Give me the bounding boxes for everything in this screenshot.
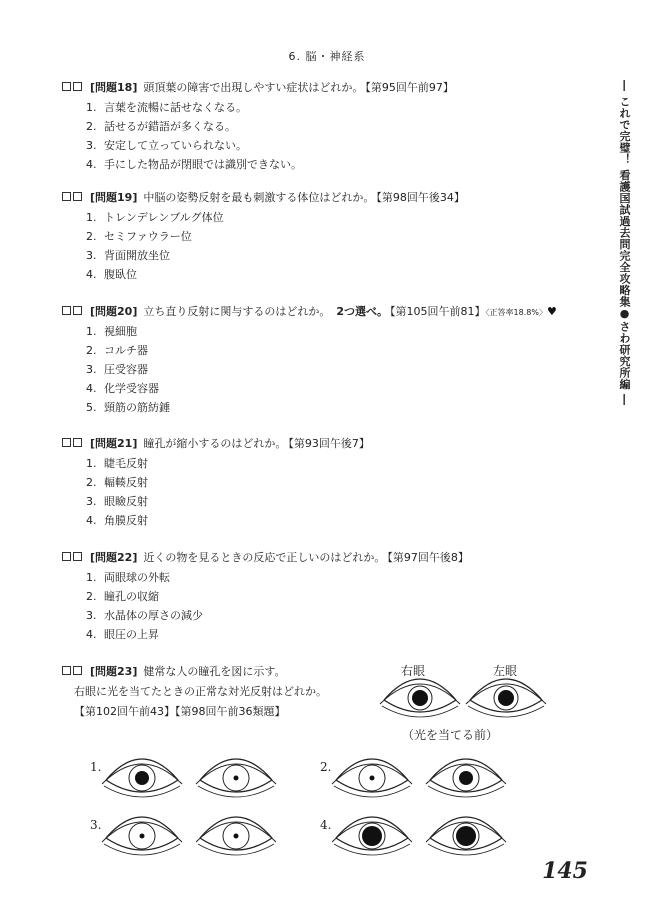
question-ref: 【第98回午後34】: [376, 191, 465, 204]
option-text: 言葉を流暢に話せなくなる。: [104, 101, 247, 114]
question-number: [問題21]: [90, 437, 138, 450]
question-ref: 【第93回午後7】: [288, 437, 370, 450]
option-number: 3.: [86, 139, 97, 152]
option-number: 4.: [86, 628, 97, 641]
pupil: [412, 690, 428, 706]
option-text: 水晶体の厚さの減少: [104, 609, 203, 622]
left-eye-reference: [466, 679, 546, 717]
question-emphasis: 2つ選べ。: [336, 305, 389, 318]
question-number: [問題22]: [90, 551, 138, 564]
question-text: 中脳の姿勢反射を最も刺激する体位はどれか。: [143, 191, 375, 204]
option1-left-eye: [196, 759, 276, 797]
question-text: 頭頂葉の障害で出現しやすい症状はどれか。: [143, 81, 364, 94]
question-text: 健常な人の瞳孔を図に示す。: [143, 665, 286, 678]
option-number: 3.: [86, 249, 97, 262]
question-ref: 【第97回午後8】: [387, 551, 469, 564]
question-text-line2: 右眼に光を当てたときの正常な対光反射はどれか。: [74, 685, 327, 698]
option-number: 5.: [86, 401, 97, 414]
question-text: 立ち直り反射に関与するのはどれか。: [143, 305, 331, 318]
heart-icon: ♥: [546, 305, 557, 318]
option-number: 1.: [86, 211, 97, 224]
question-text: 瞳孔が縮小するのはどれか。: [143, 437, 287, 450]
option-text: 話せるが錯語が多くなる。: [104, 120, 236, 133]
question-number: [問題18]: [90, 81, 138, 94]
option-text: 腹臥位: [104, 268, 137, 281]
question-ref: 【第95回午前97】: [365, 81, 454, 94]
accuracy-note: 〈正答率18.8%〉: [485, 308, 547, 317]
option-text: 背面開放坐位: [104, 249, 170, 262]
option-text: 視細胞: [104, 325, 137, 338]
option-text: コルチ器: [104, 344, 148, 357]
right-eye-reference: [380, 679, 460, 717]
question-number: [問題20]: [90, 305, 138, 318]
option-text: 輻輳反射: [104, 476, 148, 489]
option-text: 角膜反射: [104, 514, 148, 527]
option-number: 2.: [86, 120, 97, 133]
option3-left-eye: [196, 817, 276, 855]
option-text: 圧受容器: [104, 363, 148, 376]
section-title: 6. 脳・神経系: [288, 50, 366, 63]
option-number: 2.: [86, 476, 97, 489]
left-eye-label: 左眼: [493, 664, 518, 678]
answer-option-label[interactable]: 2.: [320, 760, 332, 774]
option2-left-eye: [426, 759, 506, 797]
answer-option-label[interactable]: 3.: [90, 818, 102, 832]
option1-right-eye: [102, 759, 182, 797]
option3-right-eye: [102, 817, 182, 855]
option4-left-eye: [426, 817, 506, 855]
page-number: 145: [542, 858, 588, 884]
option-text: 瞳孔の収縮: [104, 590, 159, 603]
question-number: [問題19]: [90, 191, 138, 204]
book-title-sidebar: ― これで完璧！ 看護国試過去問完全攻略集●さわ研究所編 ―: [618, 80, 631, 406]
option-number: 4.: [86, 514, 97, 527]
option-number: 4.: [86, 158, 97, 171]
option-number: 1.: [86, 571, 97, 584]
option-text: 眼圧の上昇: [104, 628, 159, 641]
option-text: トレンデレンブルグ体位: [104, 211, 224, 224]
question-ref: 【第102回午前43】【第98回午前36類題】: [74, 705, 286, 718]
pupil: [498, 690, 514, 706]
option-number: 3.: [86, 495, 97, 508]
option-text: 眼瞼反射: [104, 495, 148, 508]
option-text: 両眼球の外転: [104, 571, 170, 584]
answer-option-label[interactable]: 1.: [90, 760, 102, 774]
option-text: 手にした物品が閉眼では識別できない。: [104, 158, 302, 171]
figure-caption: （光を当てる前）: [402, 728, 499, 742]
right-eye-label: 右眼: [401, 664, 426, 678]
option-number: 2.: [86, 344, 97, 357]
option-number: 3.: [86, 363, 97, 376]
answer-option-label[interactable]: 4.: [320, 818, 332, 832]
option-number: 1.: [86, 101, 97, 114]
option-text: 睫毛反射: [104, 457, 148, 470]
option-number: 2.: [86, 590, 97, 603]
option-text: 安定して立っていられない。: [104, 139, 247, 152]
option-number: 4.: [86, 268, 97, 281]
option4-right-eye: [332, 817, 412, 855]
option-number: 2.: [86, 230, 97, 243]
option-text: 化学受容器: [104, 382, 159, 395]
option-text: 頸筋の筋紡錘: [104, 401, 170, 414]
question-number: [問題23]: [90, 665, 138, 678]
question-text: 近くの物を見るときの反応で正しいのはどれか。: [143, 551, 386, 564]
option-number: 1.: [86, 325, 97, 338]
option2-right-eye: [332, 759, 412, 797]
question-ref: 【第105回午前81】: [390, 305, 486, 318]
option-number: 4.: [86, 382, 97, 395]
option-number: 1.: [86, 457, 97, 470]
option-text: セミファウラー位: [104, 230, 192, 243]
option-number: 3.: [86, 609, 97, 622]
